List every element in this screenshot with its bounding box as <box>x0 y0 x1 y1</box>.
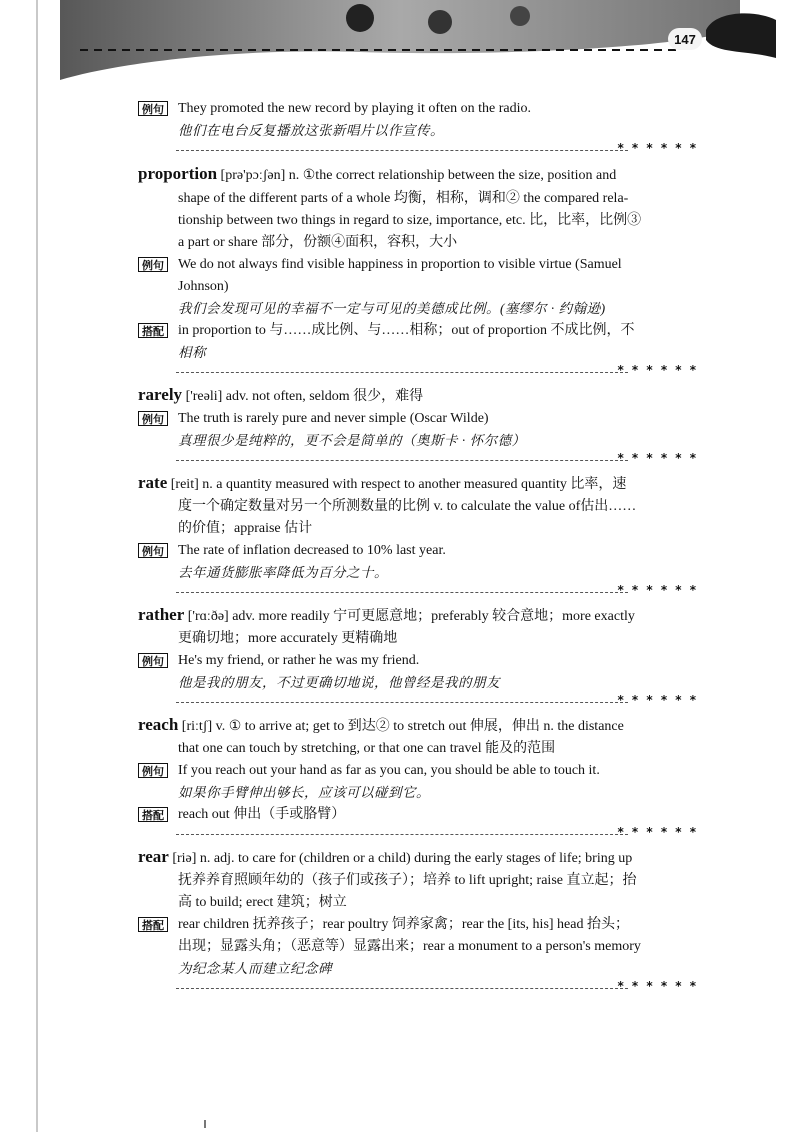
header-banner <box>60 0 740 88</box>
definition-line: a part or share 部分，份额④面积，容积，大小 <box>178 235 458 250</box>
example-en: He's my friend, or rather he was my friend. <box>178 653 420 668</box>
headword-definition: [reit] n. a quantity measured with respect to another measured quantity 比率，速 <box>167 477 627 492</box>
example-zh: 他是我的朋友，不过更确切地说，他曾经是我的朋友 <box>178 675 500 690</box>
example-en: If you reach out your hand as far as you can, you should be able to touch it. <box>178 763 600 778</box>
scan-mark <box>204 1120 206 1128</box>
book-spine-line <box>36 0 38 1132</box>
example-zh: 真理很少是纯粹的，更不会是简单的（奥斯卡 · 怀尔德） <box>178 433 526 448</box>
separator: * * * * * * <box>138 586 698 600</box>
headword-definition: ['rɑːðə] adv. more readily 宁可更愿意地；preferably 较合意地；more exactly <box>184 609 635 624</box>
definition-line: 更确切地；more accurately 更精确地 <box>178 631 398 646</box>
definition-line: that one can touch by stretching, or that one can travel 能及的范围 <box>178 741 556 756</box>
dictionary-content <box>138 98 698 1000</box>
example-zh: 如果你手臂伸出够长，应该可以碰到它。 <box>178 785 430 800</box>
separator: * * * * * * <box>138 982 698 996</box>
corner-decoration <box>706 10 776 58</box>
collocation-text: in proportion to 与……成比例、与……相称；out of proportion 不成比例，不 <box>178 323 635 338</box>
headword-term: rate <box>138 473 168 492</box>
example-tag: 例句 <box>138 763 168 778</box>
headword-rather <box>138 604 698 628</box>
collocation-tag: 搭配 <box>138 323 168 338</box>
headword-reach <box>138 714 698 738</box>
collocation-block <box>138 914 698 936</box>
example-zh: 他们在电台反复播放这张新唱片以作宣传。 <box>178 123 444 138</box>
headword-proportion <box>138 162 698 188</box>
headword-definition: ['reəli] adv. not often, seldom 很少，难得 <box>182 389 424 404</box>
example-block <box>138 254 698 276</box>
collocation-cont: 相称 <box>178 345 206 360</box>
example-block <box>138 408 698 430</box>
example-en-cont: Johnson) <box>178 279 229 294</box>
collocation-tag: 搭配 <box>138 917 168 932</box>
example-en: The rate of inflation decreased to 10% last year. <box>178 543 446 558</box>
page-number: 147 <box>668 28 702 50</box>
collocation-block <box>138 320 698 342</box>
definition-line: 度一个确定数量对另一个所测数量的比例 v. to calculate the value of估出…… <box>178 499 637 514</box>
example-block <box>138 650 698 672</box>
headword-term: rear <box>138 847 169 866</box>
definition-line: 高 to build; erect 建筑；树立 <box>178 895 347 910</box>
separator: * * * * * * <box>138 696 698 710</box>
separator: * * * * * * <box>138 454 698 468</box>
headword-definition: [riə] n. adj. to care for (children or a child) during the early stages of life; bring up <box>168 851 633 866</box>
definition-line: 的价值；appraise 估计 <box>178 521 313 536</box>
headword-term: reach <box>138 715 179 734</box>
example-block <box>138 98 698 120</box>
headword-rate <box>138 472 698 496</box>
separator: * * * * * * <box>138 366 698 380</box>
example-zh: 我们会发现可见的幸福不一定与可见的美德成比例。(塞缪尔 · 约翰逊) <box>178 301 606 316</box>
headword-definition: [prə'pɔːʃən] n. ①the correct relationship between the size, position and <box>217 168 617 183</box>
headword-term: rather <box>138 605 185 624</box>
headword-rarely <box>138 384 698 408</box>
collocation-cont: 出现；显露头角；（恶意等）显露出来；rear a monument to a person's memory <box>178 939 641 954</box>
definition-line: 抚养养育照顾年幼的（孩子们或孩子）；培养 to lift upright; raise 直立起；抬 <box>178 873 637 888</box>
example-en: We do not always find visible happiness in proportion to visible virtue (Samuel <box>178 257 622 272</box>
example-tag: 例句 <box>138 257 168 272</box>
example-en: The truth is rarely pure and never simple (Oscar Wilde) <box>178 411 489 426</box>
headword-rear <box>138 846 698 870</box>
collocation-text: rear children 抚养孩子；rear poultry 饲养家禽；rear the [its, his] head 抬头； <box>178 917 629 932</box>
example-en: They promoted the new record by playing it often on the radio. <box>178 101 532 116</box>
example-tag: 例句 <box>138 543 168 558</box>
definition-line: tionship between two things in regard to size, importance, etc. 比，比率，比例③ <box>178 213 642 228</box>
example-block <box>138 540 698 562</box>
example-tag: 例句 <box>138 101 168 116</box>
definition-line: shape of the different parts of a whole 均衡，相称，调和② the compared rela- <box>178 191 629 206</box>
headword-definition: [riːtʃ] v. ① to arrive at; get to 到达② to stretch out 伸展，伸出 n. the distance <box>178 719 624 734</box>
collocation-text: reach out 伸出（手或胳臂） <box>178 807 346 822</box>
example-tag: 例句 <box>138 411 168 426</box>
example-zh: 去年通货膨胀率降低为百分之十。 <box>178 565 388 580</box>
collocation-cont: 为纪念某人而建立纪念碑 <box>178 961 332 976</box>
headword-term: proportion <box>138 164 218 183</box>
separator: * * * * * * <box>138 144 698 158</box>
example-tag: 例句 <box>138 653 168 668</box>
collocation-block <box>138 804 698 826</box>
collocation-tag: 搭配 <box>138 807 168 822</box>
separator: * * * * * * <box>138 828 698 842</box>
headword-term: rarely <box>138 385 183 404</box>
example-block <box>138 760 698 782</box>
